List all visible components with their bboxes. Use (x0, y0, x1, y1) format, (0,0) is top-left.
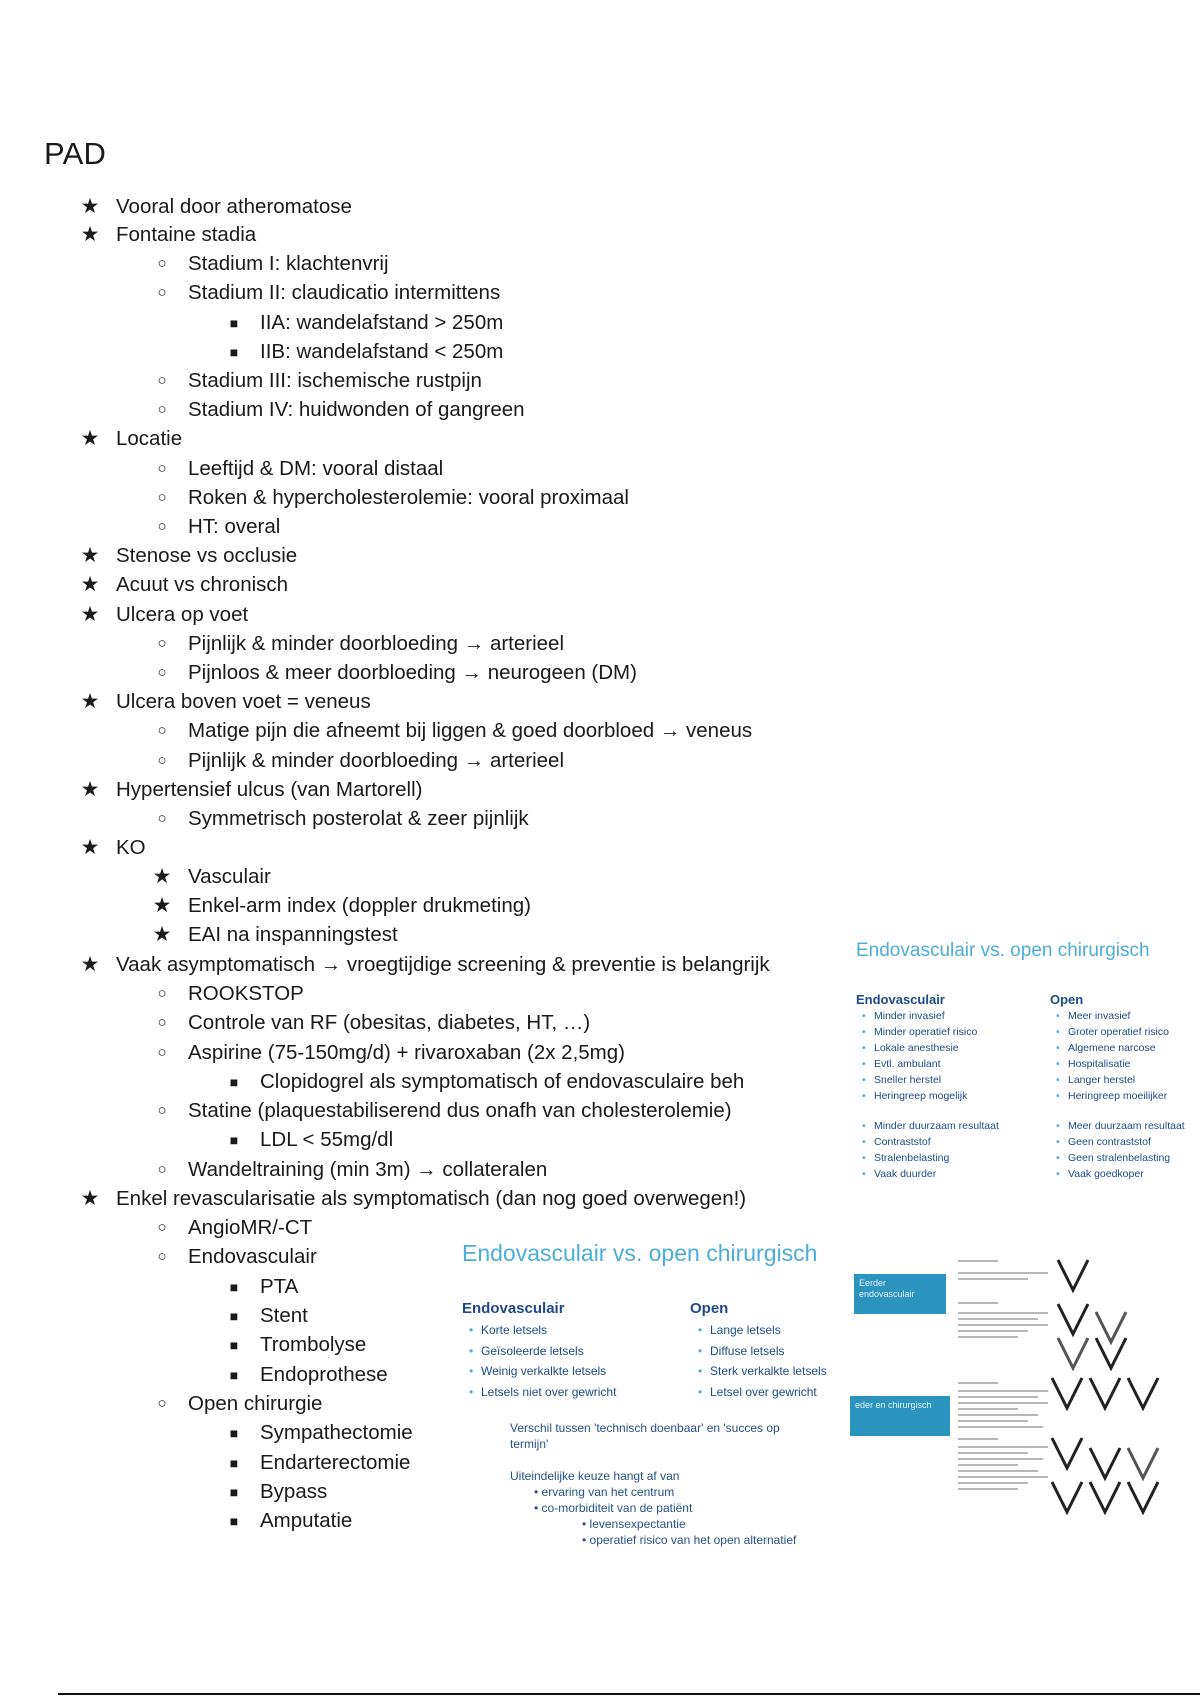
outline-text: Wandeltraining (min 3m) → collateralen (188, 1158, 548, 1181)
vessel-diagram (1052, 1482, 1082, 1512)
bullet-marker: ○ (157, 489, 167, 506)
bullet-marker: ○ (157, 460, 167, 477)
slide-title: Endovasculair vs. open chirurgisch (462, 1240, 818, 1266)
list-item: • Lokale anesthesie (874, 1040, 999, 1056)
bullet-marker: ■ (229, 1132, 239, 1148)
outline-text: Ulcera op voet (116, 603, 249, 626)
outline-text: Sympathectomie (260, 1421, 413, 1444)
list-item: • Heringreep moeilijker (1068, 1088, 1185, 1104)
bullet-marker: ★ (80, 778, 100, 801)
bullet-marker: ○ (157, 518, 167, 535)
slide-comparison-general (848, 936, 1200, 1188)
slide-tasc-classification (850, 1254, 1200, 1526)
outline-text: Stadium IV: huidwonden of gangreen (188, 398, 525, 421)
list-item: • Geen contraststof (1068, 1134, 1185, 1150)
vessel-diagram (1058, 1338, 1088, 1368)
list-item: • Vaak duurder (874, 1166, 999, 1182)
bullet-marker: ○ (157, 1248, 167, 1265)
vessel-diagram (1058, 1304, 1088, 1334)
list-item: • Minder invasief (874, 1008, 999, 1024)
outline-text: Open chirurgie (188, 1392, 323, 1415)
surgical-label: eder en chirurgisch (850, 1396, 950, 1436)
bullet-marker: ○ (157, 1014, 167, 1031)
list-item: • Minder operatief risico (874, 1024, 999, 1040)
slide-comparison-lesions (454, 1236, 844, 1552)
bullet-marker: ○ (157, 985, 167, 1002)
vessel-diagram (1128, 1482, 1158, 1512)
bullet-marker: ○ (157, 810, 167, 827)
bullet-marker: ○ (157, 635, 167, 652)
outline-text: Stent (260, 1304, 308, 1327)
bullet-marker: ■ (229, 1337, 239, 1353)
outline-text: Trombolyse (260, 1333, 367, 1356)
bullet-marker: ■ (229, 1484, 239, 1500)
note-bullet: • co-morbiditeit van de patiënt (534, 1501, 693, 1515)
bullet-marker: ○ (157, 664, 167, 681)
vessel-diagram (1058, 1260, 1088, 1290)
outline-text: EAI na inspanningstest (188, 923, 398, 946)
vessel-diagram (1090, 1448, 1120, 1478)
note-item: ervaring van het centrum (541, 1485, 675, 1499)
bullet-marker: ■ (229, 1074, 239, 1090)
bullet-marker: ■ (229, 1308, 239, 1324)
outline-text: Enkel revascularisatie als symptomatisch (dan nog goed overwegen!) (116, 1187, 747, 1210)
outline-text: Endarterectomie (260, 1451, 411, 1474)
bullet-marker: ■ (229, 1455, 239, 1471)
bullet-marker: ★ (80, 836, 100, 859)
bullet-marker: ○ (157, 1395, 167, 1412)
outline-text: Locatie (116, 427, 183, 450)
list-item: • Hospitalisatie (1068, 1056, 1185, 1072)
bullet-marker: ○ (157, 1219, 167, 1236)
list-item: • Meer invasief (1068, 1008, 1185, 1024)
vessel-diagram (1052, 1438, 1082, 1468)
bullet-marker: ■ (229, 1513, 239, 1529)
outline-text: Bypass (260, 1480, 328, 1503)
page-bottom-rule (58, 1693, 1200, 1695)
right-column-header: Open (1050, 992, 1084, 1007)
bullet-marker: ○ (157, 722, 167, 739)
list-item: • Letsels niet over gewricht (481, 1382, 616, 1403)
outline-text: Aspirine (75-150mg/d) + rivaroxaban (2x 2,5mg) (188, 1041, 625, 1064)
bullet-marker: ★ (80, 223, 100, 246)
bullet-marker: ★ (80, 195, 100, 218)
outline-text: Statine (plaquestabiliserend dus onafh van cholesterolemie) (188, 1099, 732, 1122)
bullet-marker: ○ (157, 1102, 167, 1119)
bullet-marker: ○ (157, 752, 167, 769)
list-item: • Groter operatief risico (1068, 1024, 1185, 1040)
bullet-marker: ★ (80, 573, 100, 596)
outline-text: Clopidogrel als symptomatisch of endovasculaire beh (260, 1070, 745, 1093)
left-pros-list (874, 1008, 999, 1182)
outline-text: Matige pijn die afneemt bij liggen & goed doorbloed → veneus (188, 719, 753, 742)
outline-text: PTA (260, 1275, 299, 1298)
outline-text: Stenose vs occlusie (116, 544, 298, 567)
right-column-header: Open (690, 1300, 729, 1317)
list-item: • Algemene narcose (1068, 1040, 1185, 1056)
outline-text: ROOKSTOP (188, 982, 304, 1005)
outline-text: Fontaine stadia (116, 223, 257, 246)
note-bullet: • operatief risico van het open alternatief (582, 1533, 797, 1547)
right-indications-list (710, 1320, 827, 1402)
outline-text: Roken & hypercholesterolemie: vooral proximaal (188, 486, 629, 509)
bullet-marker: ★ (152, 923, 172, 946)
outline-text: HT: overal (188, 515, 281, 538)
outline-text: Ulcera boven voet = veneus (116, 690, 371, 713)
bullet-marker: ○ (157, 1161, 167, 1178)
page-title: PAD (44, 136, 107, 171)
bullet-marker: ○ (157, 255, 167, 272)
note-bullet: • ervaring van het centrum (534, 1485, 675, 1499)
vessel-diagram (1128, 1448, 1158, 1478)
outline-text: Acuut vs chronisch (116, 573, 289, 596)
list-item: • Stralenbelasting (874, 1150, 999, 1166)
outline-text: Stadium II: claudicatio intermittens (188, 281, 501, 304)
outline-text: Endoprothese (260, 1363, 388, 1386)
vessel-diagram (1090, 1378, 1120, 1408)
note-item: co-morbiditeit van de patiënt (541, 1501, 693, 1515)
vessel-diagram (1096, 1312, 1126, 1342)
bullet-marker: ★ (80, 603, 100, 626)
outline-text: Endovasculair (188, 1245, 317, 1268)
outline-text: Hypertensief ulcus (van Martorell) (116, 778, 423, 801)
list-item: • Lange letsels (710, 1320, 827, 1341)
note-item: levensexpectantie (589, 1517, 686, 1531)
list-item: • Langer herstel (1068, 1072, 1185, 1088)
vessel-diagram (1090, 1482, 1120, 1512)
list-item: • Sterk verkalkte letsels (710, 1361, 827, 1382)
bullet-marker: ★ (152, 894, 172, 917)
bullet-marker: ■ (229, 1425, 239, 1441)
note-text: termijn' (510, 1437, 549, 1451)
outline-text: Stadium III: ischemische rustpijn (188, 369, 482, 392)
vessel-diagram (1052, 1378, 1082, 1408)
left-column-header: Endovasculair (462, 1300, 565, 1317)
outline-text: LDL < 55mg/dl (260, 1128, 394, 1151)
bullet-marker: ○ (157, 1044, 167, 1061)
outline-text: IIA: wandelafstand > 250m (260, 311, 504, 334)
outline-text: Controle van RF (obesitas, diabetes, HT, …) (188, 1011, 591, 1034)
list-item: • Vaak goedkoper (1068, 1166, 1185, 1182)
list-item: • Sneller herstel (874, 1072, 999, 1088)
note-bullet: • levensexpectantie (582, 1517, 686, 1531)
outline-text: IIB: wandelafstand < 250m (260, 340, 504, 363)
bullet-marker: ★ (80, 544, 100, 567)
note-text: Uiteindelijke keuze hangt af van (510, 1469, 680, 1483)
list-item: • Letsel over gewricht (710, 1382, 827, 1403)
outline-text: Leeftijd & DM: vooral distaal (188, 457, 444, 480)
outline-text: Enkel-arm index (doppler drukmeting) (188, 894, 531, 917)
outline-text: Pijnlijk & minder doorbloeding → arterieel (188, 749, 565, 772)
slide-title: Endovasculair vs. open chirurgisch (856, 940, 1150, 961)
outline-text: Symmetrisch posterolat & zeer pijnlijk (188, 807, 529, 830)
bullet-marker: ★ (80, 690, 100, 713)
outline-text: Vaak asymptomatisch → vroegtijdige screening & preventie is belangrijk (116, 953, 770, 976)
list-item: • Korte letsels (481, 1320, 616, 1341)
list-item: • Diffuse letsels (710, 1341, 827, 1362)
endovascular-label: Eerder endovasculair (854, 1274, 946, 1314)
outline-text: Vooral door atheromatose (116, 195, 352, 218)
right-pros-list (1068, 1008, 1185, 1182)
list-item: • Heringreep mogelijk (874, 1088, 999, 1104)
bullet-marker: ★ (80, 427, 100, 450)
bullet-marker: ○ (157, 284, 167, 301)
list-item: • Minder duurzaam resultaat (874, 1118, 999, 1134)
bullet-marker: ★ (80, 1187, 100, 1210)
list-item: • Geen stralenbelasting (1068, 1150, 1185, 1166)
bullet-marker: ■ (229, 1367, 239, 1383)
bullet-marker: ○ (157, 401, 167, 418)
list-item: • Meer duurzaam resultaat (1068, 1118, 1185, 1134)
bullet-marker: ★ (152, 865, 172, 888)
list-item: • Weinig verkalkte letsels (481, 1361, 616, 1382)
bullet-marker: ★ (80, 953, 100, 976)
outline-text: Pijnlijk & minder doorbloeding → arterieel (188, 632, 565, 655)
note-item: operatief risico van het open alternatief (589, 1533, 797, 1547)
outline-text: Amputatie (260, 1509, 353, 1532)
bullet-marker: ■ (229, 344, 239, 360)
outline-text: KO (116, 836, 146, 859)
list-item: • Evtl. ambulant (874, 1056, 999, 1072)
vessel-diagram (1128, 1378, 1158, 1408)
left-column-header: Endovasculair (856, 992, 945, 1007)
outline-text: AngioMR/-CT (188, 1216, 313, 1239)
note-text: Verschil tussen 'technisch doenbaar' en 'succes op (510, 1421, 780, 1435)
bullet-marker: ■ (229, 315, 239, 331)
list-item: • Contraststof (874, 1134, 999, 1150)
outline-text: Stadium I: klachtenvrij (188, 252, 389, 275)
bullet-marker: ○ (157, 372, 167, 389)
bullet-marker: ■ (229, 1279, 239, 1295)
outline-text: Pijnloos & meer doorbloeding → neurogeen (DM) (188, 661, 637, 684)
outline-text: Vasculair (188, 865, 271, 888)
tasc-diagrams (850, 1254, 1200, 1526)
left-indications-list (481, 1320, 616, 1402)
list-item: • Geïsoleerde letsels (481, 1341, 616, 1362)
